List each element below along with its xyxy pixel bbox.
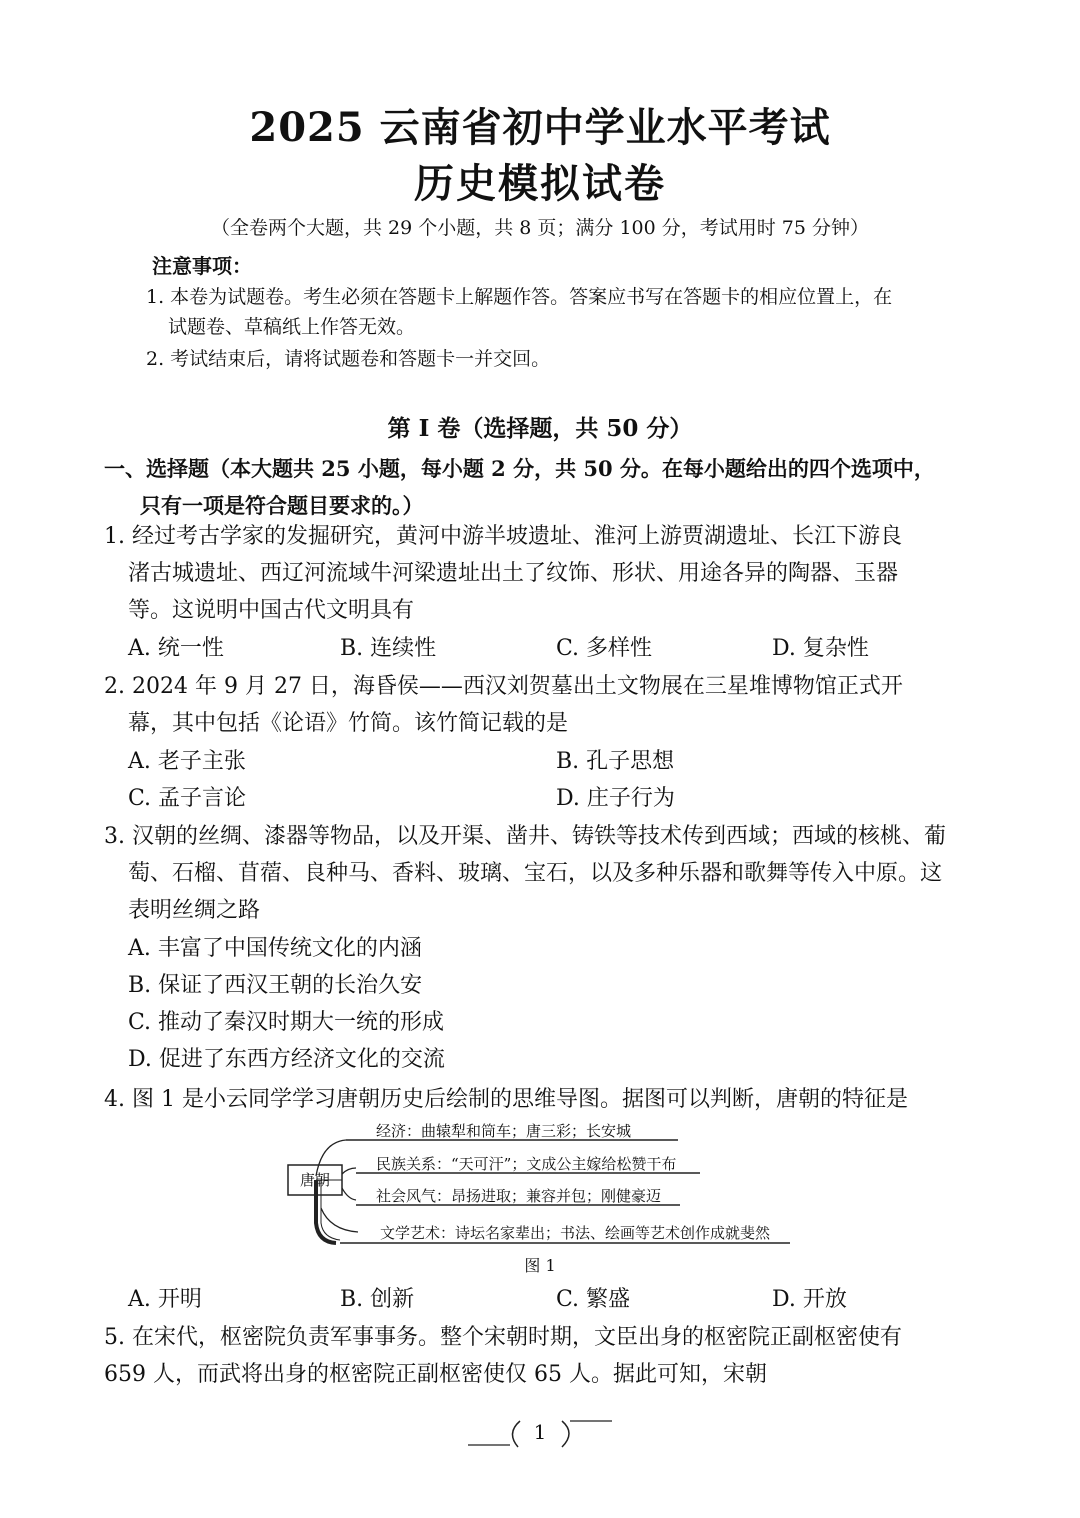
q4-option-d[interactable]: D. 开放 xyxy=(772,1287,847,1312)
mind-map-branch-economy: 经济：曲辕犁和筒车；唐三彩；长安城 xyxy=(376,1122,632,1140)
q1-option-a[interactable]: A. 统一性 xyxy=(128,636,224,661)
exam-info: （全卷两个大题，共 29 个小题，共 8 页；满分 100 分，考试用时 75 分钟） xyxy=(210,217,870,239)
q1-option-b[interactable]: B. 连续性 xyxy=(340,636,437,661)
q2-option-b[interactable]: B. 孔子思想 xyxy=(556,749,675,774)
q2-option-d[interactable]: D. 庄子行为 xyxy=(556,786,675,811)
q1-option-c[interactable]: C. 多样性 xyxy=(556,636,653,661)
notice-item-2: 2. 考试结束后，请将试题卷和答题卡一并交回。 xyxy=(146,348,551,370)
figure-caption: 图 1 xyxy=(524,1256,556,1275)
mind-map-branch-society: 社会风气：昂扬进取；兼容并包；刚健豪迈 xyxy=(376,1187,662,1205)
notice-item-1 xyxy=(146,282,986,342)
q4-option-c[interactable]: C. 繁盛 xyxy=(556,1287,631,1312)
question-3-line3: 表明丝绸之路 xyxy=(128,898,261,923)
mind-map-center-label: 唐朝 xyxy=(299,1171,331,1189)
question-1 xyxy=(104,518,990,629)
exam-subject-title: 历史模拟试卷 xyxy=(414,160,666,207)
question-2-line1: 2. 2024 年 9 月 27 日，海昏侯——西汉刘贺墓出土文物展在三星堆博物馆正式开 xyxy=(104,674,903,699)
q3-option-a[interactable]: A. 丰富了中国传统文化的内涵 xyxy=(128,936,422,961)
question-1-line3: 等。这说明中国古代文明具有 xyxy=(128,598,415,623)
page-number: 1 xyxy=(533,1420,547,1444)
exam-title: 2025 云南省初中学业水平考试 xyxy=(249,104,831,151)
section-heading: 第 Ⅰ 卷（选择题，共 50 分） xyxy=(387,415,693,442)
question-3 xyxy=(104,818,990,929)
q4-option-a[interactable]: A. 开明 xyxy=(128,1287,202,1312)
question-2 xyxy=(104,668,990,742)
q2-option-c[interactable]: C. 孟子言论 xyxy=(128,786,247,811)
mind-map-branch-arts: 文学艺术：诗坛名家辈出；书法、绘画等艺术创作成就斐然 xyxy=(380,1224,771,1242)
notice-item-1-line1: 1. 本卷为试题卷。考生必须在答题卡上解题作答。答案应书写在答题卡的相应位置上，在 xyxy=(146,286,893,308)
question-4-line1: 4. 图 1 是小云同学学习唐朝历史后绘制的思维导图。据图可以判断，唐朝的特征是 xyxy=(104,1087,908,1112)
question-2-line2: 幕，其中包括《论语》竹简。该竹简记载的是 xyxy=(128,711,569,736)
q4-option-b[interactable]: B. 创新 xyxy=(340,1287,415,1312)
question-3-line1: 3. 汉朝的丝绸、漆器等物品，以及开渠、凿井、铸铁等技术传到西域；西域的核桃、葡 xyxy=(104,824,946,849)
q3-option-b[interactable]: B. 保证了西汉王朝的长治久安 xyxy=(128,973,423,998)
part-instructions xyxy=(104,450,994,524)
q3-option-d[interactable]: D. 促进了东西方经济文化的交流 xyxy=(128,1047,445,1072)
notice-heading: 注意事项： xyxy=(152,254,252,278)
question-1-line1: 1. 经过考古学家的发掘研究，黄河中游半坡遗址、淮河上游贾湖遗址、长江下游良 xyxy=(104,524,902,549)
q1-option-d[interactable]: D. 复杂性 xyxy=(772,636,869,661)
mind-map-branch-ethnic: 民族关系：“天可汗”；文成公主嫁给松赞干布 xyxy=(376,1155,677,1173)
notice-item-1-line2: 试题卷、草稿纸上作答无效。 xyxy=(168,316,416,338)
question-1-line2: 渚古城遗址、西辽河流域牛河梁遗址出土了纹饰、形状、用途各异的陶器、玉器 xyxy=(128,561,899,586)
part-instructions-line2: 只有一项是符合题目要求的。） xyxy=(140,493,424,518)
question-5-line2: 659 人，而武将出身的枢密院正副枢密使仅 65 人。据此可知，宋朝 xyxy=(104,1362,767,1387)
question-5-line1: 5. 在宋代，枢密院负责军事事务。整个宋朝时期，文臣出身的枢密院正副枢密使有 xyxy=(104,1325,902,1350)
question-3-line2: 萄、石榴、苜蓿、良种马、香料、玻璃、宝石，以及多种乐器和歌舞等传入中原。这 xyxy=(128,861,943,886)
part-instructions-line1: 一、选择题（本大题共 25 小题，每小题 2 分，共 50 分。在每小题给出的四个选项中， xyxy=(104,456,935,481)
mind-map-diagram xyxy=(0,1118,1080,1253)
question-4 xyxy=(104,1081,990,1118)
q2-option-a[interactable]: A. 老子主张 xyxy=(128,749,246,774)
question-5 xyxy=(104,1319,990,1393)
q3-option-c[interactable]: C. 推动了秦汉时期大一统的形成 xyxy=(128,1010,445,1035)
